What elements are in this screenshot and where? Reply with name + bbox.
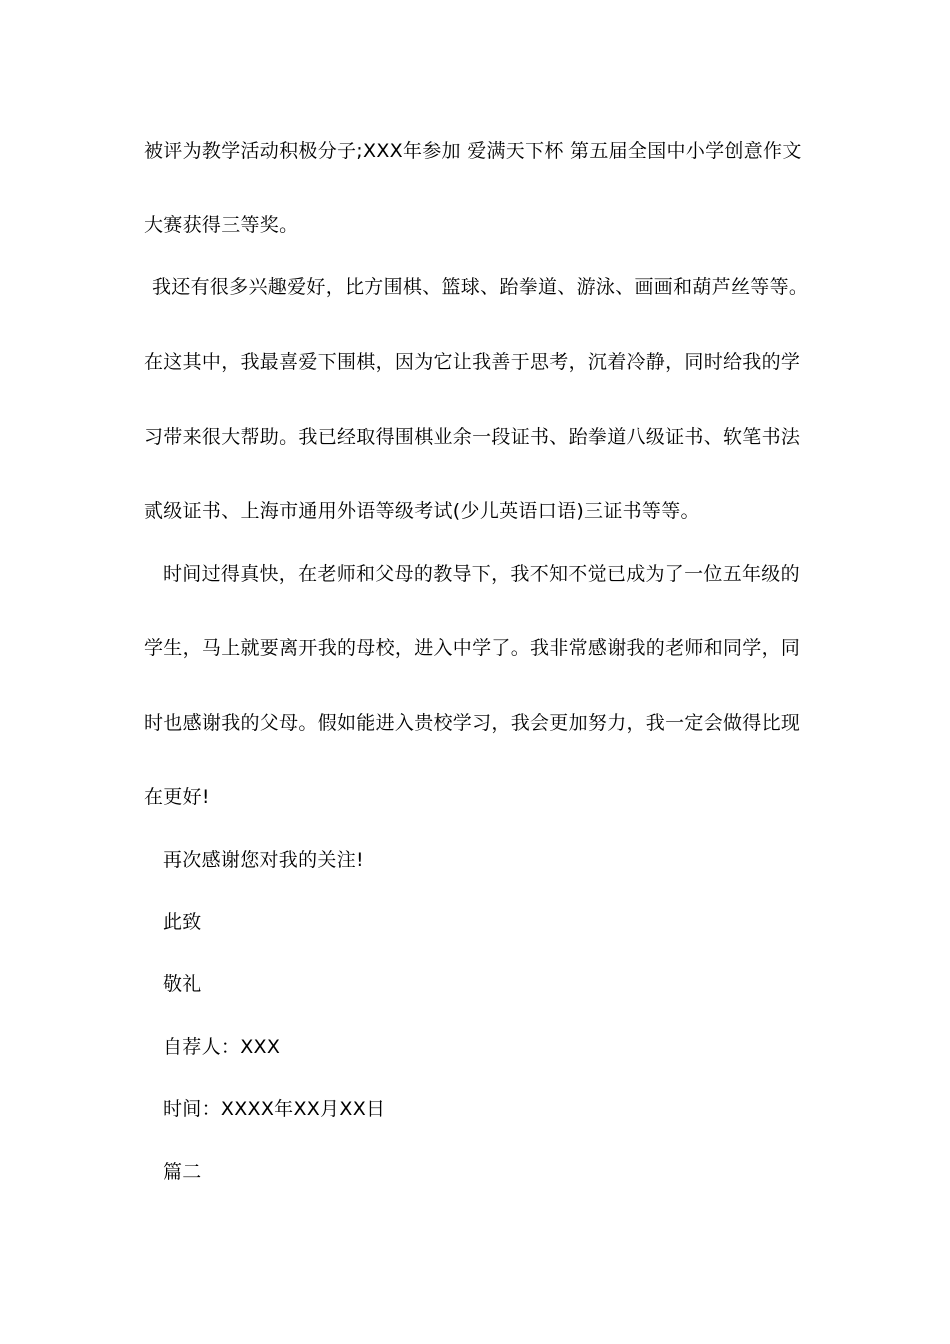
text-line-8: 学生，马上就要离开我的母校，进入中学了。我非常感谢我的老师和同学，同 — [144, 637, 801, 659]
salutation-cizhi: 此致 — [163, 911, 202, 933]
date-line: 时间：XXXX年XX月XX日 — [163, 1098, 386, 1120]
text-line-6: 贰级证书、上海市通用外语等级考试(少儿英语口语)三证书等等。 — [144, 500, 700, 522]
signature-line: 自荐人：XXX — [163, 1036, 281, 1058]
text-line-1: 被评为教学活动积极分子;XXX年参加 爱满天下杯 第五届全国中小学创意作文 — [144, 140, 802, 162]
closing-thanks: 再次感谢您对我的关注! — [163, 849, 364, 871]
text-line-10: 在更好! — [144, 786, 210, 808]
salutation-jingli: 敬礼 — [163, 973, 202, 995]
text-line-5: 习带来很大帮助。我已经取得围棋业余一段证书、跆拳道八级证书、软笔书法 — [144, 426, 801, 448]
text-line-7: 时间过得真快，在老师和父母的教导下，我不知不觉已成为了一位五年级的 — [163, 563, 800, 585]
text-line-3: 我还有很多兴趣爱好，比方围棋、篮球、跆拳道、游泳、画画和葫芦丝等等。 — [152, 276, 809, 298]
text-line-9: 时也感谢我的父母。假如能进入贵校学习，我会更加努力，我一定会做得比现 — [144, 712, 801, 734]
text-line-2: 大赛获得三等奖。 — [144, 214, 299, 236]
text-line-4: 在这其中，我最喜爱下围棋，因为它让我善于思考，沉着冷静，同时给我的学 — [144, 351, 801, 373]
section-heading: 篇二 — [163, 1161, 202, 1183]
